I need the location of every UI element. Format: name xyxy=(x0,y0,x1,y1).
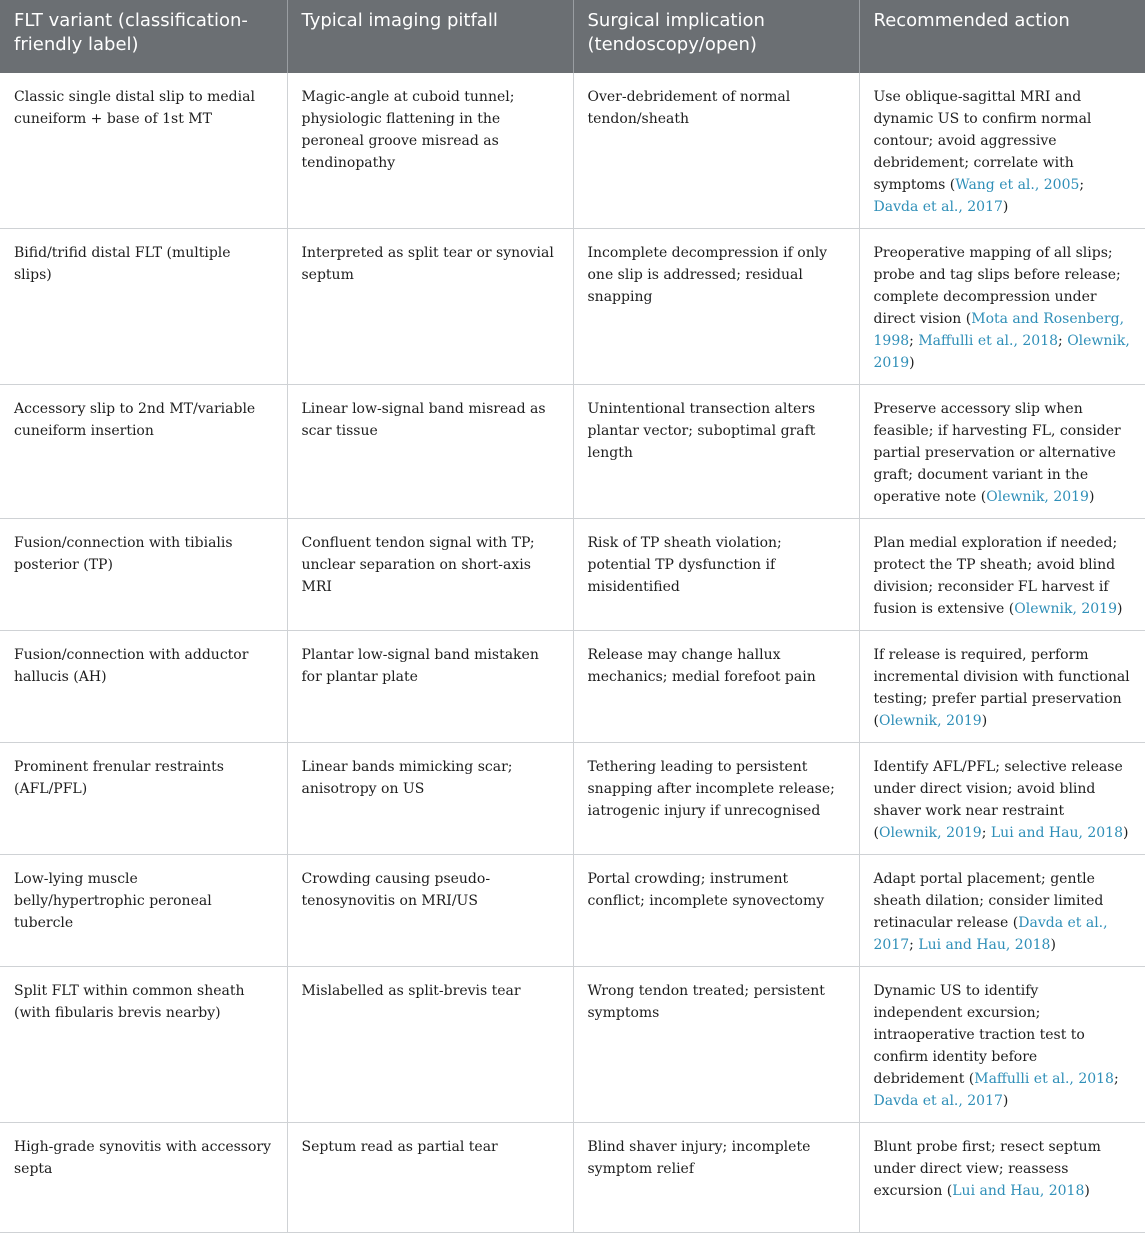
action-text: ) xyxy=(909,355,915,371)
citation-link[interactable]: Olewnik, 2019 xyxy=(1014,601,1117,617)
table-row xyxy=(0,1123,1145,1233)
action-text: ) xyxy=(1116,601,1123,617)
action-text: ) xyxy=(1050,937,1056,953)
action-text: Adapt portal placement; gentle sheath dilation; consider limited retinacular release ( xyxy=(873,871,1104,931)
cell-surgical-implication: Tethering leading to persistent snapping after incomplete release; iatrogenic injury if unrecognised xyxy=(573,743,859,855)
action-text: ) xyxy=(981,713,988,729)
header-flt-variant: FLT variant (classification-friendly label) xyxy=(0,0,287,73)
cell-flt-variant: Classic single distal slip to medial cuneiform + base of 1st MT xyxy=(0,73,287,229)
cell-imaging-pitfall: Confluent tendon signal with TP; unclear separation on short-axis MRI xyxy=(287,519,573,631)
cell-imaging-pitfall: Septum read as partial tear xyxy=(287,1123,573,1233)
citation-link[interactable]: Lui and Hau, 2018 xyxy=(952,1183,1085,1199)
action-text: If release is required, perform incremental division with functional testing; prefer partial preservation ( xyxy=(873,647,1130,729)
action-text: Use oblique-sagittal MRI and dynamic US to confirm normal contour; avoid aggressive debridement; correlate with symptoms ( xyxy=(873,89,1092,193)
table-header xyxy=(0,0,1145,73)
cell-recommended-action xyxy=(859,855,1145,967)
table-row xyxy=(0,631,1145,743)
action-text: Dynamic US to identify independent excursion; intraoperative traction test to confirm identity before debridement ( xyxy=(873,983,1085,1087)
cell-flt-variant: High-grade synovitis with accessory septa xyxy=(0,1123,287,1233)
action-text: ) xyxy=(1002,1093,1009,1109)
citation-link[interactable]: Olewnik, 2019 xyxy=(878,713,982,729)
table-row xyxy=(0,519,1145,631)
action-text: Preserve accessory slip when feasible; if harvesting FL, consider partial preservation or alternative graft; document variant in the operative note ( xyxy=(873,401,1121,505)
citation-link[interactable]: Olewnik, 2019 xyxy=(986,489,1089,505)
cell-recommended-action xyxy=(859,743,1145,855)
header-recommended-action: Recommended action xyxy=(859,0,1145,73)
cell-surgical-implication: Release may change hallux mechanics; medial forefoot pain xyxy=(573,631,859,743)
action-text: ; xyxy=(1058,333,1068,349)
cell-surgical-implication: Unintentional transection alters plantar vector; suboptimal graft length xyxy=(573,385,859,519)
table-row xyxy=(0,855,1145,967)
citation-link[interactable]: Davda et al., 2017 xyxy=(873,915,1108,953)
cell-imaging-pitfall: Crowding causing pseudo-tenosynovitis on MRI/US xyxy=(287,855,573,967)
cell-recommended-action xyxy=(859,967,1145,1123)
table-row xyxy=(0,73,1145,229)
action-text: Plan medial exploration if needed; protect the TP sheath; avoid blind division; reconsider FL harvest if fusion is extensive ( xyxy=(873,535,1118,617)
header-row xyxy=(0,0,1145,73)
cell-surgical-implication: Risk of TP sheath violation; potential TP dysfunction if misidentified xyxy=(573,519,859,631)
table-row xyxy=(0,967,1145,1123)
action-text: ) xyxy=(1084,1183,1090,1199)
cell-imaging-pitfall: Magic-angle at cuboid tunnel; physiologic flattening in the peroneal groove misread as tendinopathy xyxy=(287,73,573,229)
action-text: ; xyxy=(1113,1071,1119,1087)
cell-recommended-action xyxy=(859,73,1145,229)
citation-link[interactable]: Olewnik, 2019 xyxy=(873,333,1130,371)
cell-flt-variant: Low-lying muscle belly/hypertrophic peroneal tubercle xyxy=(0,855,287,967)
citation-link[interactable]: Lui and Hau, 2018 xyxy=(918,937,1051,953)
citation-link[interactable]: Davda et al., 2017 xyxy=(873,1093,1003,1109)
cell-recommended-action xyxy=(859,631,1145,743)
action-text: ; xyxy=(909,937,919,953)
cell-flt-variant: Accessory slip to 2nd MT/variable cuneiform insertion xyxy=(0,385,287,519)
citation-link[interactable]: Olewnik, 2019 xyxy=(878,825,982,841)
cell-flt-variant: Split FLT within common sheath (with fibularis brevis nearby) xyxy=(0,967,287,1123)
action-text: ; xyxy=(981,825,991,841)
cell-imaging-pitfall: Plantar low-signal band mistaken for plantar plate xyxy=(287,631,573,743)
cell-surgical-implication: Wrong tendon treated; persistent symptoms xyxy=(573,967,859,1123)
citation-link[interactable]: Maffulli et al., 2018 xyxy=(974,1071,1114,1087)
table-row xyxy=(0,229,1145,385)
action-text: ) xyxy=(1002,199,1009,215)
cell-surgical-implication: Over-debridement of normal tendon/sheath xyxy=(573,73,859,229)
cell-flt-variant: Fusion/connection with adductor hallucis (AH) xyxy=(0,631,287,743)
citation-link[interactable]: Mota and Rosenberg, 1998 xyxy=(873,311,1125,349)
citation-link[interactable]: Maffulli et al., 2018 xyxy=(918,333,1059,349)
action-text: Blunt probe first; resect septum under direct view; reassess excursion ( xyxy=(873,1139,1101,1199)
cell-recommended-action xyxy=(859,519,1145,631)
cell-surgical-implication: Portal crowding; instrument conflict; incomplete synovectomy xyxy=(573,855,859,967)
header-surgical-implication: Surgical implication (tendoscopy/open) xyxy=(573,0,859,73)
action-text: ) xyxy=(1123,825,1129,841)
action-text: ; xyxy=(909,333,919,349)
action-text: Identify AFL/PFL; selective release under direct vision; avoid blind shaver work near restraint ( xyxy=(873,759,1123,841)
cell-imaging-pitfall: Interpreted as split tear or synovial septum xyxy=(287,229,573,385)
cell-imaging-pitfall: Mislabelled as split-brevis tear xyxy=(287,967,573,1123)
table-row xyxy=(0,743,1145,855)
cell-surgical-implication: Blind shaver injury; incomplete symptom relief xyxy=(573,1123,859,1233)
citation-link[interactable]: Davda et al., 2017 xyxy=(873,199,1003,215)
table-row xyxy=(0,385,1145,519)
cell-imaging-pitfall: Linear bands mimicking scar; anisotropy on US xyxy=(287,743,573,855)
header-imaging-pitfall: Typical imaging pitfall xyxy=(287,0,573,73)
table-body xyxy=(0,73,1145,1233)
action-text: Preoperative mapping of all slips; probe and tag slips before release; complete decompression under direct vision ( xyxy=(873,245,1121,327)
citation-link[interactable]: Lui and Hau, 2018 xyxy=(990,825,1123,841)
action-text: ; xyxy=(1079,177,1085,193)
citation-link[interactable]: Wang et al., 2005 xyxy=(955,177,1080,193)
cell-imaging-pitfall: Linear low-signal band misread as scar tissue xyxy=(287,385,573,519)
cell-flt-variant: Prominent frenular restraints (AFL/PFL) xyxy=(0,743,287,855)
cell-recommended-action xyxy=(859,1123,1145,1233)
action-text: ) xyxy=(1088,489,1095,505)
cell-flt-variant: Bifid/trifid distal FLT (multiple slips) xyxy=(0,229,287,385)
cell-recommended-action xyxy=(859,385,1145,519)
cell-surgical-implication: Incomplete decompression if only one slip is addressed; residual snapping xyxy=(573,229,859,385)
cell-flt-variant: Fusion/connection with tibialis posterior (TP) xyxy=(0,519,287,631)
cell-recommended-action xyxy=(859,229,1145,385)
